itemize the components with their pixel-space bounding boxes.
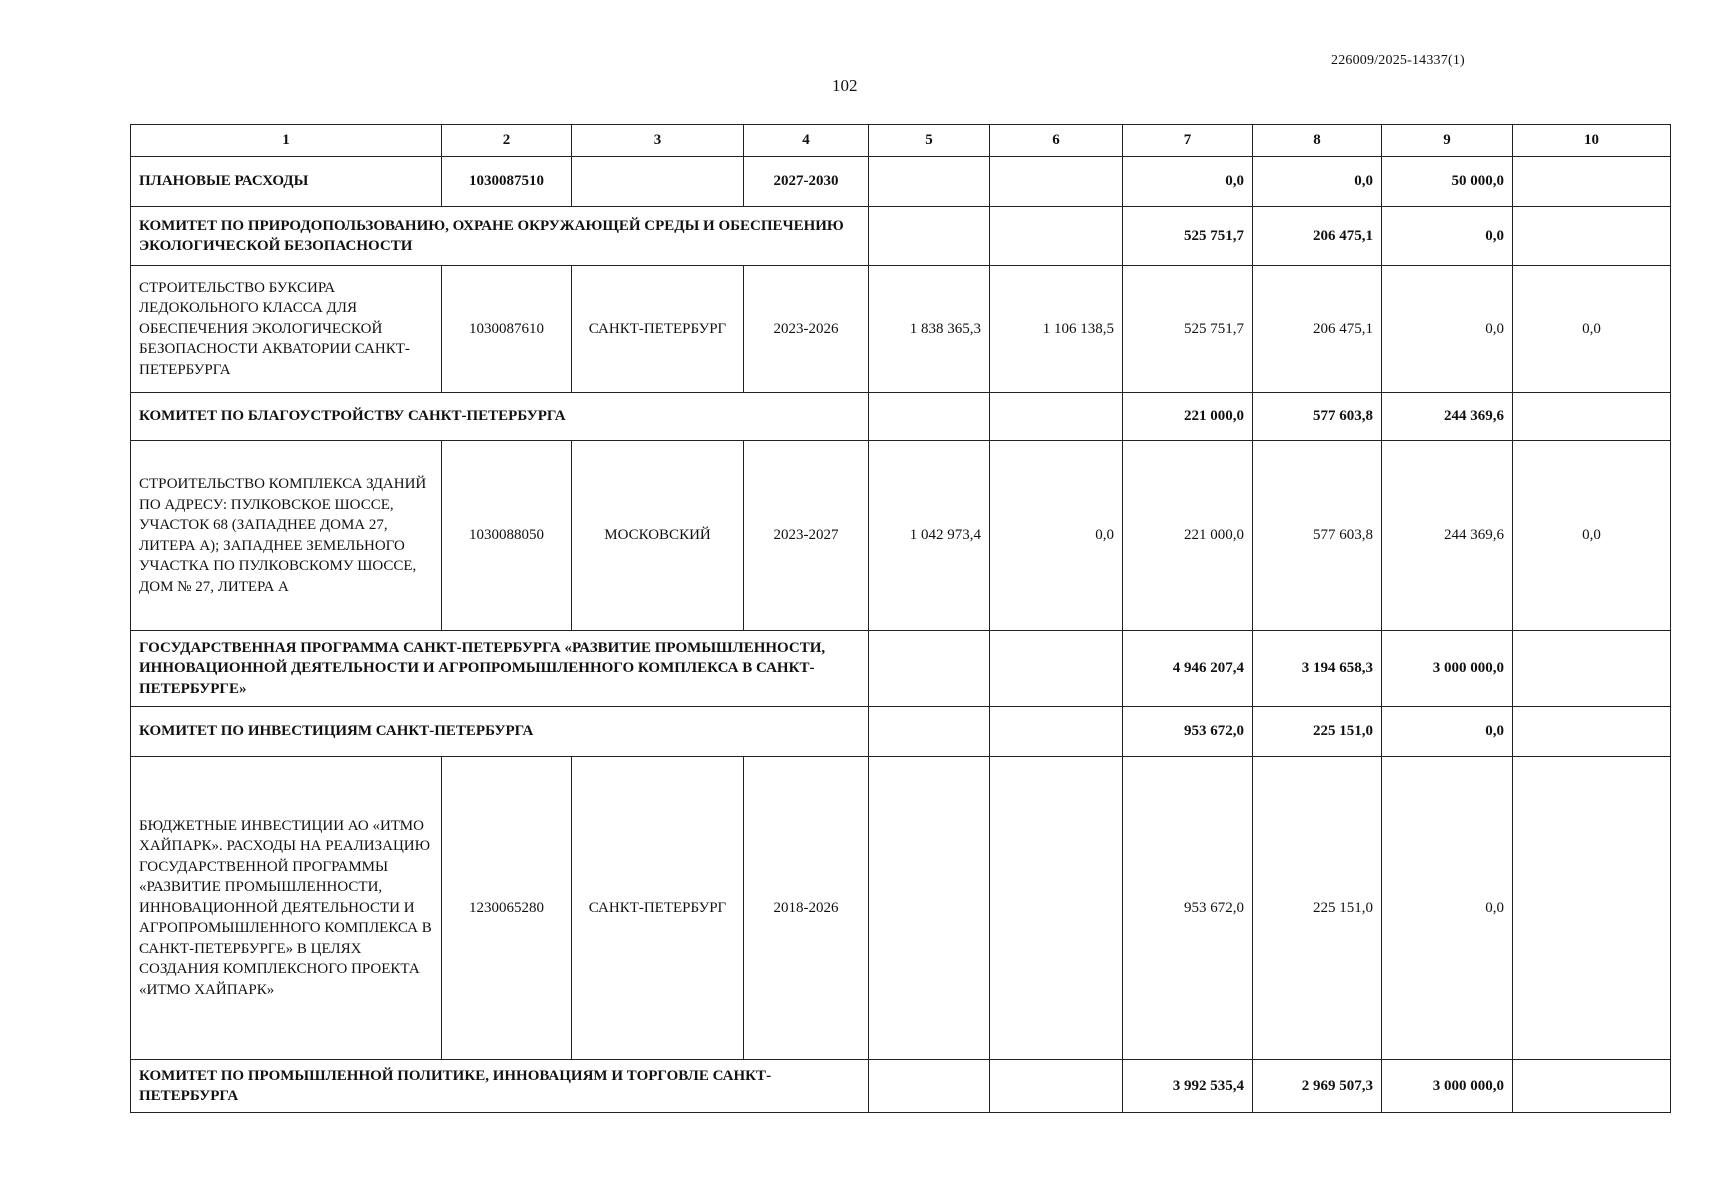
row-c6 bbox=[990, 1060, 1123, 1113]
row-name: ГОСУДАРСТВЕННАЯ ПРОГРАММА САНКТ-ПЕТЕРБУРГА «РАЗВИТИЕ ПРОМЫШЛЕННОСТИ, ИННОВАЦИОННОЙ ДЕЯТЕЛЬНОСТИ И АГРОПРОМЫШЛЕННОГО КОМПЛЕКСА В САНКТ-ПЕТЕРБУРГЕ» bbox=[131, 631, 869, 707]
row-c10 bbox=[1513, 157, 1671, 207]
row-c6 bbox=[990, 757, 1123, 1060]
row-name: СТРОИТЕЛЬСТВО КОМПЛЕКСА ЗДАНИЙ ПО АДРЕСУ: ПУЛКОВСКОЕ ШОССЕ, УЧАСТОК 68 (ЗАПАДНЕЕ ДОМА 27, ЛИТЕРА А); ЗАПАДНЕЕ ЗЕМЕЛЬНОГО УЧАСТКА ПО ПУЛКОВСКОМУ ШОССЕ, ДОМ № 27, ЛИТЕРА А bbox=[131, 441, 442, 631]
table-row bbox=[131, 757, 1671, 1060]
row-code: 1030087610 bbox=[442, 266, 572, 393]
row-c10 bbox=[1513, 207, 1671, 266]
row-c9: 0,0 bbox=[1382, 266, 1513, 393]
row-c6 bbox=[990, 157, 1123, 207]
table-row bbox=[131, 157, 1671, 207]
table-row bbox=[131, 707, 1671, 757]
column-header: 3 bbox=[572, 125, 744, 157]
row-c9: 50 000,0 bbox=[1382, 157, 1513, 207]
row-c9: 0,0 bbox=[1382, 207, 1513, 266]
column-header: 10 bbox=[1513, 125, 1671, 157]
row-name: КОМИТЕТ ПО БЛАГОУСТРОЙСТВУ САНКТ-ПЕТЕРБУРГА bbox=[131, 393, 869, 441]
row-c6: 0,0 bbox=[990, 441, 1123, 631]
row-c7: 953 672,0 bbox=[1123, 707, 1253, 757]
row-c7: 221 000,0 bbox=[1123, 393, 1253, 441]
table-row bbox=[131, 266, 1671, 393]
row-c8: 2 969 507,3 bbox=[1253, 1060, 1382, 1113]
row-c6 bbox=[990, 631, 1123, 707]
row-name: КОМИТЕТ ПО ПРИРОДОПОЛЬЗОВАНИЮ, ОХРАНЕ ОКРУЖАЮЩЕЙ СРЕДЫ И ОБЕСПЕЧЕНИЮ ЭКОЛОГИЧЕСКОЙ БЕЗОПАСНОСТИ bbox=[131, 207, 869, 266]
row-c8: 3 194 658,3 bbox=[1253, 631, 1382, 707]
row-period: 2023-2027 bbox=[744, 441, 869, 631]
row-c8: 225 151,0 bbox=[1253, 707, 1382, 757]
row-c10 bbox=[1513, 1060, 1671, 1113]
row-c5: 1 042 973,4 bbox=[869, 441, 990, 631]
row-c10 bbox=[1513, 631, 1671, 707]
column-header: 9 bbox=[1382, 125, 1513, 157]
row-c5 bbox=[869, 631, 990, 707]
column-header: 1 bbox=[131, 125, 442, 157]
row-c9: 3 000 000,0 bbox=[1382, 1060, 1513, 1113]
row-c5 bbox=[869, 393, 990, 441]
row-c5 bbox=[869, 757, 990, 1060]
row-c7: 4 946 207,4 bbox=[1123, 631, 1253, 707]
row-c10 bbox=[1513, 757, 1671, 1060]
column-header: 7 bbox=[1123, 125, 1253, 157]
table-row bbox=[131, 441, 1671, 631]
row-district bbox=[572, 157, 744, 207]
column-header: 2 bbox=[442, 125, 572, 157]
row-c9: 244 369,6 bbox=[1382, 393, 1513, 441]
column-header: 8 bbox=[1253, 125, 1382, 157]
budget-table bbox=[130, 124, 1671, 1113]
row-c10: 0,0 bbox=[1513, 441, 1671, 631]
row-district: МОСКОВСКИЙ bbox=[572, 441, 744, 631]
table-row bbox=[131, 207, 1671, 266]
row-c5: 1 838 365,3 bbox=[869, 266, 990, 393]
row-code: 1030087510 bbox=[442, 157, 572, 207]
table-row bbox=[131, 393, 1671, 441]
row-c6: 1 106 138,5 bbox=[990, 266, 1123, 393]
row-period: 2027-2030 bbox=[744, 157, 869, 207]
row-c7: 221 000,0 bbox=[1123, 441, 1253, 631]
row-period: 2023-2026 bbox=[744, 266, 869, 393]
table-header-row bbox=[131, 125, 1671, 157]
column-header: 4 bbox=[744, 125, 869, 157]
row-period: 2018-2026 bbox=[744, 757, 869, 1060]
row-code: 1030088050 bbox=[442, 441, 572, 631]
row-c8: 225 151,0 bbox=[1253, 757, 1382, 1060]
table-row bbox=[131, 1060, 1671, 1113]
row-name: СТРОИТЕЛЬСТВО БУКСИРА ЛЕДОКОЛЬНОГО КЛАССА ДЛЯ ОБЕСПЕЧЕНИЯ ЭКОЛОГИЧЕСКОЙ БЕЗОПАСНОСТИ АКВАТОРИИ САНКТ-ПЕТЕРБУРГА bbox=[131, 266, 442, 393]
page-number: 102 bbox=[832, 76, 858, 95]
document-id: 226009/2025-14337(1) bbox=[1331, 53, 1465, 68]
row-name: ПЛАНОВЫЕ РАСХОДЫ bbox=[131, 157, 442, 207]
row-c6 bbox=[990, 707, 1123, 757]
row-c10 bbox=[1513, 707, 1671, 757]
column-header: 6 bbox=[990, 125, 1123, 157]
row-c6 bbox=[990, 393, 1123, 441]
row-c7: 525 751,7 bbox=[1123, 207, 1253, 266]
row-c9: 244 369,6 bbox=[1382, 441, 1513, 631]
row-c10 bbox=[1513, 393, 1671, 441]
row-c5 bbox=[869, 707, 990, 757]
row-c8: 0,0 bbox=[1253, 157, 1382, 207]
row-name: КОМИТЕТ ПО ПРОМЫШЛЕННОЙ ПОЛИТИКЕ, ИННОВАЦИЯМ И ТОРГОВЛЕ САНКТ-ПЕТЕРБУРГА bbox=[131, 1060, 869, 1113]
row-c8: 577 603,8 bbox=[1253, 441, 1382, 631]
row-c8: 577 603,8 bbox=[1253, 393, 1382, 441]
row-c9: 0,0 bbox=[1382, 757, 1513, 1060]
row-c9: 0,0 bbox=[1382, 707, 1513, 757]
row-name: КОМИТЕТ ПО ИНВЕСТИЦИЯМ САНКТ-ПЕТЕРБУРГА bbox=[131, 707, 869, 757]
row-district: САНКТ-ПЕТЕРБУРГ bbox=[572, 757, 744, 1060]
row-name: БЮДЖЕТНЫЕ ИНВЕСТИЦИИ АО «ИТМО ХАЙПАРК». РАСХОДЫ НА РЕАЛИЗАЦИЮ ГОСУДАРСТВЕННОЙ ПРОГРАММЫ «РАЗВИТИЕ ПРОМЫШЛЕННОСТИ, ИННОВАЦИОННОЙ ДЕЯТЕЛЬНОСТИ И АГРОПРОМЫШЛЕННОГО КОМПЛЕКСА В САНКТ-ПЕТЕРБУРГЕ» В ЦЕЛЯХ СОЗДАНИЯ КОМПЛЕКСНОГО ПРОЕКТА «ИТМО ХАЙПАРК» bbox=[131, 757, 442, 1060]
row-c7: 525 751,7 bbox=[1123, 266, 1253, 393]
row-c6 bbox=[990, 207, 1123, 266]
row-c5 bbox=[869, 207, 990, 266]
row-c5 bbox=[869, 1060, 990, 1113]
row-c7: 953 672,0 bbox=[1123, 757, 1253, 1060]
row-district: САНКТ-ПЕТЕРБУРГ bbox=[572, 266, 744, 393]
row-c10: 0,0 bbox=[1513, 266, 1671, 393]
row-c9: 3 000 000,0 bbox=[1382, 631, 1513, 707]
row-c7: 0,0 bbox=[1123, 157, 1253, 207]
row-c7: 3 992 535,4 bbox=[1123, 1060, 1253, 1113]
column-header: 5 bbox=[869, 125, 990, 157]
row-c8: 206 475,1 bbox=[1253, 266, 1382, 393]
row-code: 1230065280 bbox=[442, 757, 572, 1060]
row-c8: 206 475,1 bbox=[1253, 207, 1382, 266]
table-row bbox=[131, 631, 1671, 707]
row-c5 bbox=[869, 157, 990, 207]
